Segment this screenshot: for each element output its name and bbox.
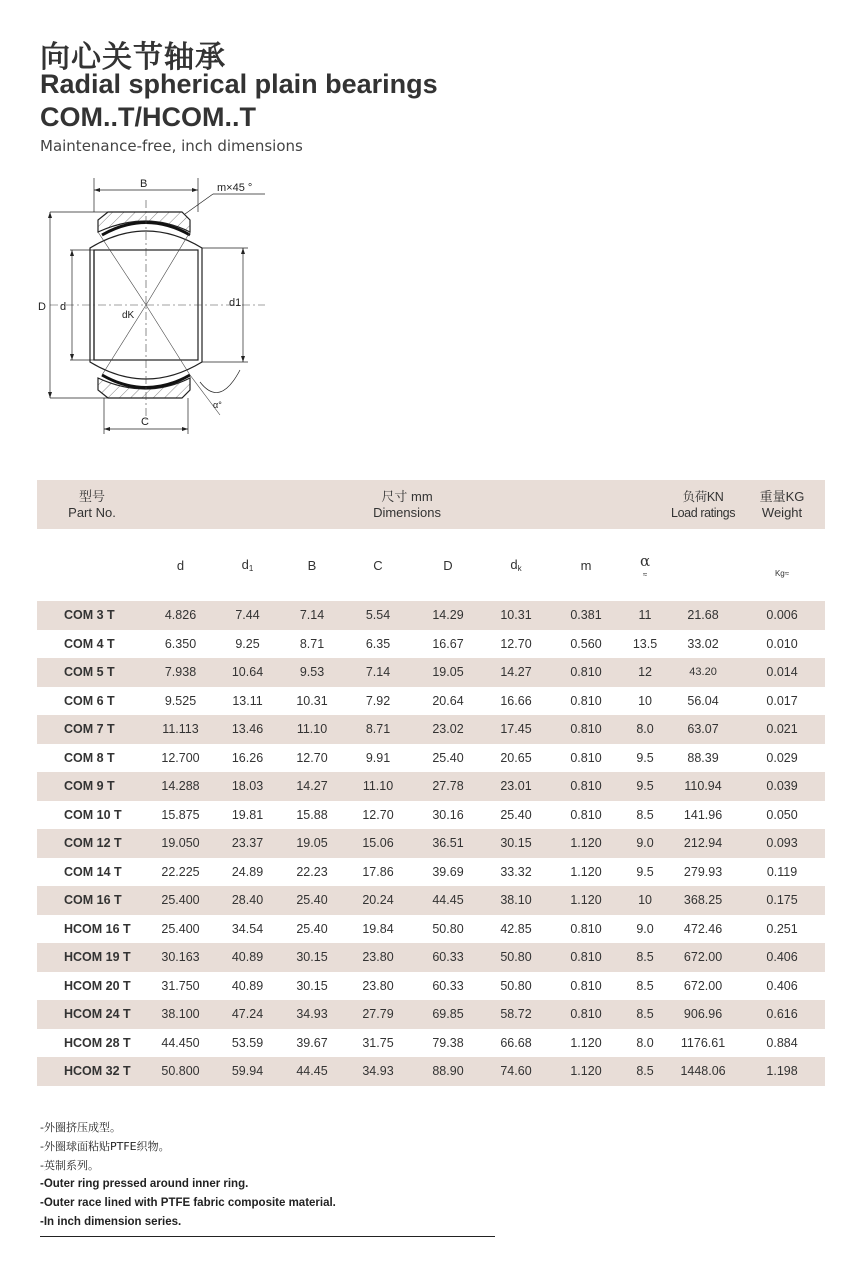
bottom-rule (40, 1236, 495, 1237)
cell-d1: 59.94 (214, 1057, 281, 1086)
cell-d: 7.938 (147, 658, 214, 687)
cell-weight: 0.406 (739, 972, 825, 1001)
cell-part-no: HCOM 32 T (37, 1057, 147, 1086)
cell-C: 23.80 (343, 972, 413, 1001)
cell-alpha: 9.0 (623, 915, 667, 944)
bearing-diagram (30, 170, 300, 445)
cell-weight: 0.616 (739, 1000, 825, 1029)
cell-load: 672.00 (667, 943, 739, 972)
cell-d: 4.826 (147, 601, 214, 630)
cell-weight: 0.093 (739, 829, 825, 858)
cell-dk: 33.32 (483, 858, 549, 887)
cell-B: 12.70 (281, 744, 343, 773)
cell-B: 25.40 (281, 886, 343, 915)
subheader-m: m (549, 529, 623, 601)
cell-d1: 13.46 (214, 715, 281, 744)
cell-d1: 34.54 (214, 915, 281, 944)
table-row (37, 1057, 825, 1086)
note-line: -外圈挤压成型。 (40, 1121, 121, 1134)
cell-C: 11.10 (343, 772, 413, 801)
cell-C: 8.71 (343, 715, 413, 744)
cell-load: 21.68 (667, 601, 739, 630)
subheader-B: B (281, 529, 343, 601)
cell-d: 19.050 (147, 829, 214, 858)
cell-B: 11.10 (281, 715, 343, 744)
cell-d: 22.225 (147, 858, 214, 887)
cell-C: 5.54 (343, 601, 413, 630)
cell-d: 25.400 (147, 886, 214, 915)
cell-C: 12.70 (343, 801, 413, 830)
subheader-d1-base: d (241, 557, 249, 572)
cell-m: 0.810 (549, 658, 623, 687)
cell-dk: 23.01 (483, 772, 549, 801)
cell-weight: 0.251 (739, 915, 825, 944)
header-load-en: Load ratings (671, 505, 736, 520)
header-part-no-cn: 型号 (78, 488, 105, 504)
subheader-load-empty (667, 529, 739, 601)
header-weight-en: Weight (761, 504, 803, 520)
subheader-dk-index: k (517, 564, 522, 573)
label-d1: d1 (229, 297, 242, 309)
page-title-cn: 向心关节轴承 (40, 40, 226, 75)
cell-part-no: COM 3 T (37, 601, 147, 630)
cell-dk: 50.80 (483, 972, 549, 1001)
cell-B: 44.45 (281, 1057, 343, 1086)
cell-D: 50.80 (413, 915, 483, 944)
table-header-sub (37, 529, 825, 601)
cell-d: 44.450 (147, 1029, 214, 1058)
note-line: -In inch dimension series. (40, 1216, 182, 1228)
table-row (37, 601, 825, 630)
cell-D: 60.33 (413, 972, 483, 1001)
cell-d: 11.113 (147, 715, 214, 744)
cell-C: 34.93 (343, 1057, 413, 1086)
cell-dk: 14.27 (483, 658, 549, 687)
subheader-d1 (214, 529, 281, 601)
cell-dk: 50.80 (483, 943, 549, 972)
series-code: COM..T/HCOM..T (40, 102, 256, 132)
cell-alpha: 11 (623, 601, 667, 630)
cell-B: 19.05 (281, 829, 343, 858)
cell-part-no: HCOM 28 T (37, 1029, 147, 1058)
cell-part-no: COM 8 T (37, 744, 147, 773)
cell-m: 1.120 (549, 886, 623, 915)
label-b: B (140, 178, 148, 190)
cell-alpha: 12 (623, 658, 667, 687)
cell-m: 0.810 (549, 772, 623, 801)
header-dimensions (147, 480, 667, 529)
cell-B: 9.53 (281, 658, 343, 687)
cell-d1: 18.03 (214, 772, 281, 801)
cell-part-no: HCOM 16 T (37, 915, 147, 944)
cell-C: 6.35 (343, 630, 413, 659)
cell-B: 15.88 (281, 801, 343, 830)
cell-d: 12.700 (147, 744, 214, 773)
subheader-dk-base: d (510, 557, 518, 572)
cell-part-no: COM 7 T (37, 715, 147, 744)
label-D: D (38, 301, 46, 313)
cell-d1: 53.59 (214, 1029, 281, 1058)
cell-alpha: 8.5 (623, 943, 667, 972)
cell-d1: 24.89 (214, 858, 281, 887)
cell-B: 25.40 (281, 915, 343, 944)
cell-B: 30.15 (281, 972, 343, 1001)
cell-d: 9.525 (147, 687, 214, 716)
page-title-en: Radial spherical plain bearings (40, 69, 438, 99)
cell-dk: 20.65 (483, 744, 549, 773)
table-row (37, 715, 825, 744)
cell-d: 25.400 (147, 915, 214, 944)
cell-B: 10.31 (281, 687, 343, 716)
table-row (37, 972, 825, 1001)
table-row (37, 772, 825, 801)
table-body (37, 601, 825, 1086)
note-line: -Outer race lined with PTFE fabric composite material. (40, 1197, 336, 1209)
cell-part-no: HCOM 19 T (37, 943, 147, 972)
subheader-d1-index: 1 (248, 564, 254, 573)
cell-D: 60.33 (413, 943, 483, 972)
cell-m: 0.810 (549, 1000, 623, 1029)
cell-dk: 10.31 (483, 601, 549, 630)
cell-alpha: 8.0 (623, 715, 667, 744)
cell-weight: 0.014 (739, 658, 825, 687)
cell-C: 27.79 (343, 1000, 413, 1029)
cell-weight: 1.198 (739, 1057, 825, 1086)
cell-load: 63.07 (667, 715, 739, 744)
cell-load: 56.04 (667, 687, 739, 716)
cell-alpha: 8.0 (623, 1029, 667, 1058)
cell-m: 0.381 (549, 601, 623, 630)
cell-C: 7.14 (343, 658, 413, 687)
cell-D: 14.29 (413, 601, 483, 630)
cell-load: 1176.61 (667, 1029, 739, 1058)
cell-m: 0.810 (549, 801, 623, 830)
cell-dk: 74.60 (483, 1057, 549, 1086)
cell-B: 14.27 (281, 772, 343, 801)
cell-dk: 42.85 (483, 915, 549, 944)
cell-m: 1.120 (549, 1029, 623, 1058)
cell-load: 110.94 (667, 772, 739, 801)
cell-d1: 9.25 (214, 630, 281, 659)
cell-C: 20.24 (343, 886, 413, 915)
table-row (37, 1029, 825, 1058)
cell-dk: 17.45 (483, 715, 549, 744)
cell-load: 141.96 (667, 801, 739, 830)
cell-d1: 23.37 (214, 829, 281, 858)
cell-d1: 7.44 (214, 601, 281, 630)
dimensions-table-wrap (37, 480, 825, 1086)
cell-m: 1.120 (549, 858, 623, 887)
cell-load: 33.02 (667, 630, 739, 659)
cell-dk: 16.66 (483, 687, 549, 716)
cell-part-no: HCOM 24 T (37, 1000, 147, 1029)
cell-d1: 19.81 (214, 801, 281, 830)
cell-dk: 38.10 (483, 886, 549, 915)
cell-B: 22.23 (281, 858, 343, 887)
cell-load: 1448.06 (667, 1057, 739, 1086)
cell-C: 17.86 (343, 858, 413, 887)
header-weight (739, 480, 825, 529)
cell-D: 79.38 (413, 1029, 483, 1058)
cell-weight: 0.006 (739, 601, 825, 630)
cell-weight: 0.884 (739, 1029, 825, 1058)
cell-D: 30.16 (413, 801, 483, 830)
note-line: -英制系列。 (40, 1159, 99, 1172)
cell-load: 279.93 (667, 858, 739, 887)
cell-load: 43.20 (667, 658, 739, 687)
cell-load: 368.25 (667, 886, 739, 915)
cell-D: 23.02 (413, 715, 483, 744)
cell-B: 34.93 (281, 1000, 343, 1029)
cell-d1: 40.89 (214, 972, 281, 1001)
cell-m: 1.120 (549, 1057, 623, 1086)
table-row (37, 658, 825, 687)
cell-m: 0.810 (549, 972, 623, 1001)
table-row (37, 630, 825, 659)
cell-load: 906.96 (667, 1000, 739, 1029)
table-row (37, 801, 825, 830)
cell-C: 19.84 (343, 915, 413, 944)
header-part-no (37, 480, 147, 529)
cell-alpha: 13.5 (623, 630, 667, 659)
subheader-d: d (147, 529, 214, 601)
cell-weight: 0.119 (739, 858, 825, 887)
label-dk: dK (122, 310, 135, 321)
cell-dk: 66.68 (483, 1029, 549, 1058)
cell-m: 0.810 (549, 943, 623, 972)
cell-alpha: 10 (623, 687, 667, 716)
cell-D: 27.78 (413, 772, 483, 801)
cell-B: 30.15 (281, 943, 343, 972)
cell-d: 6.350 (147, 630, 214, 659)
subheader-alpha-symbol: α (639, 551, 651, 570)
cell-part-no: COM 6 T (37, 687, 147, 716)
cell-D: 20.64 (413, 687, 483, 716)
cell-d: 30.163 (147, 943, 214, 972)
table-row (37, 886, 825, 915)
cell-alpha: 8.5 (623, 1057, 667, 1086)
label-chamfer: m×45 ° (217, 182, 253, 194)
cell-weight: 0.017 (739, 687, 825, 716)
cell-D: 39.69 (413, 858, 483, 887)
cell-D: 69.85 (413, 1000, 483, 1029)
dimensions-table (37, 480, 825, 1086)
cell-C: 15.06 (343, 829, 413, 858)
cell-part-no: COM 5 T (37, 658, 147, 687)
label-d: d (60, 301, 67, 313)
cell-alpha: 10 (623, 886, 667, 915)
cell-C: 7.92 (343, 687, 413, 716)
cell-d: 15.875 (147, 801, 214, 830)
cell-d: 31.750 (147, 972, 214, 1001)
cell-weight: 0.029 (739, 744, 825, 773)
subheader-C: C (343, 529, 413, 601)
cell-weight: 0.039 (739, 772, 825, 801)
cell-d1: 13.11 (214, 687, 281, 716)
table-row (37, 1000, 825, 1029)
cell-weight: 0.406 (739, 943, 825, 972)
cell-d: 50.800 (147, 1057, 214, 1086)
cell-part-no: COM 14 T (37, 858, 147, 887)
cell-alpha: 9.5 (623, 858, 667, 887)
cell-part-no: COM 12 T (37, 829, 147, 858)
cell-weight: 0.010 (739, 630, 825, 659)
cell-d1: 16.26 (214, 744, 281, 773)
table-header-main (37, 480, 825, 529)
cell-D: 44.45 (413, 886, 483, 915)
cell-D: 16.67 (413, 630, 483, 659)
table-row (37, 687, 825, 716)
label-C: C (141, 416, 149, 428)
cell-d1: 47.24 (214, 1000, 281, 1029)
cell-part-no: COM 4 T (37, 630, 147, 659)
cell-part-no: COM 10 T (37, 801, 147, 830)
cell-part-no: COM 16 T (37, 886, 147, 915)
subheader-alpha-unit: ≈ (642, 569, 648, 579)
cell-m: 0.560 (549, 630, 623, 659)
cell-B: 39.67 (281, 1029, 343, 1058)
table-row (37, 943, 825, 972)
table-row (37, 744, 825, 773)
cell-C: 23.80 (343, 943, 413, 972)
cell-load: 88.39 (667, 744, 739, 773)
table-row (37, 829, 825, 858)
cell-C: 9.91 (343, 744, 413, 773)
header-dimensions-cn: 尺寸 mm (381, 488, 433, 504)
cell-d: 38.100 (147, 1000, 214, 1029)
cell-dk: 30.15 (483, 829, 549, 858)
note-line: -Outer ring pressed around inner ring. (40, 1178, 249, 1190)
cell-alpha: 9.5 (623, 772, 667, 801)
cell-load: 672.00 (667, 972, 739, 1001)
header-part-no-en: Part No. (68, 504, 116, 520)
cell-alpha: 8.5 (623, 801, 667, 830)
cell-d: 14.288 (147, 772, 214, 801)
cell-D: 88.90 (413, 1057, 483, 1086)
subheader-weight (739, 529, 825, 601)
cell-m: 0.810 (549, 715, 623, 744)
cell-d1: 10.64 (214, 658, 281, 687)
cell-dk: 58.72 (483, 1000, 549, 1029)
cell-D: 25.40 (413, 744, 483, 773)
table-row (37, 858, 825, 887)
header-dimensions-en: Dimensions (373, 504, 441, 520)
cell-weight: 0.050 (739, 801, 825, 830)
cell-m: 0.810 (549, 915, 623, 944)
header-load (667, 480, 739, 529)
header-weight-cn: 重量KG (759, 488, 805, 504)
cell-alpha: 9.5 (623, 744, 667, 773)
cell-weight: 0.175 (739, 886, 825, 915)
cell-m: 0.810 (549, 744, 623, 773)
page-subtitle: Maintenance-free, inch dimensions (40, 137, 303, 155)
header-load-cn: 负荷KN (682, 489, 724, 504)
subheader-dk (483, 529, 549, 601)
note-line: -外圈球面粘贴PTFE织物。 (40, 1140, 170, 1153)
notes (40, 1118, 336, 1232)
cell-D: 19.05 (413, 658, 483, 687)
cell-B: 7.14 (281, 601, 343, 630)
subheader-empty (37, 529, 147, 601)
cell-load: 472.46 (667, 915, 739, 944)
cell-part-no: COM 9 T (37, 772, 147, 801)
cell-d1: 28.40 (214, 886, 281, 915)
cell-load: 212.94 (667, 829, 739, 858)
cell-B: 8.71 (281, 630, 343, 659)
cell-dk: 25.40 (483, 801, 549, 830)
subheader-D: D (413, 529, 483, 601)
cell-dk: 12.70 (483, 630, 549, 659)
table-row (37, 915, 825, 944)
cell-part-no: HCOM 20 T (37, 972, 147, 1001)
cell-alpha: 8.5 (623, 1000, 667, 1029)
subheader-alpha (623, 529, 667, 601)
cell-m: 1.120 (549, 829, 623, 858)
subheader-weight-unit: Kg≈ (774, 569, 790, 578)
cell-D: 36.51 (413, 829, 483, 858)
cell-C: 31.75 (343, 1029, 413, 1058)
cell-d1: 40.89 (214, 943, 281, 972)
cell-alpha: 8.5 (623, 972, 667, 1001)
label-alpha: α° (213, 400, 222, 410)
cell-m: 0.810 (549, 687, 623, 716)
cell-weight: 0.021 (739, 715, 825, 744)
cell-alpha: 9.0 (623, 829, 667, 858)
